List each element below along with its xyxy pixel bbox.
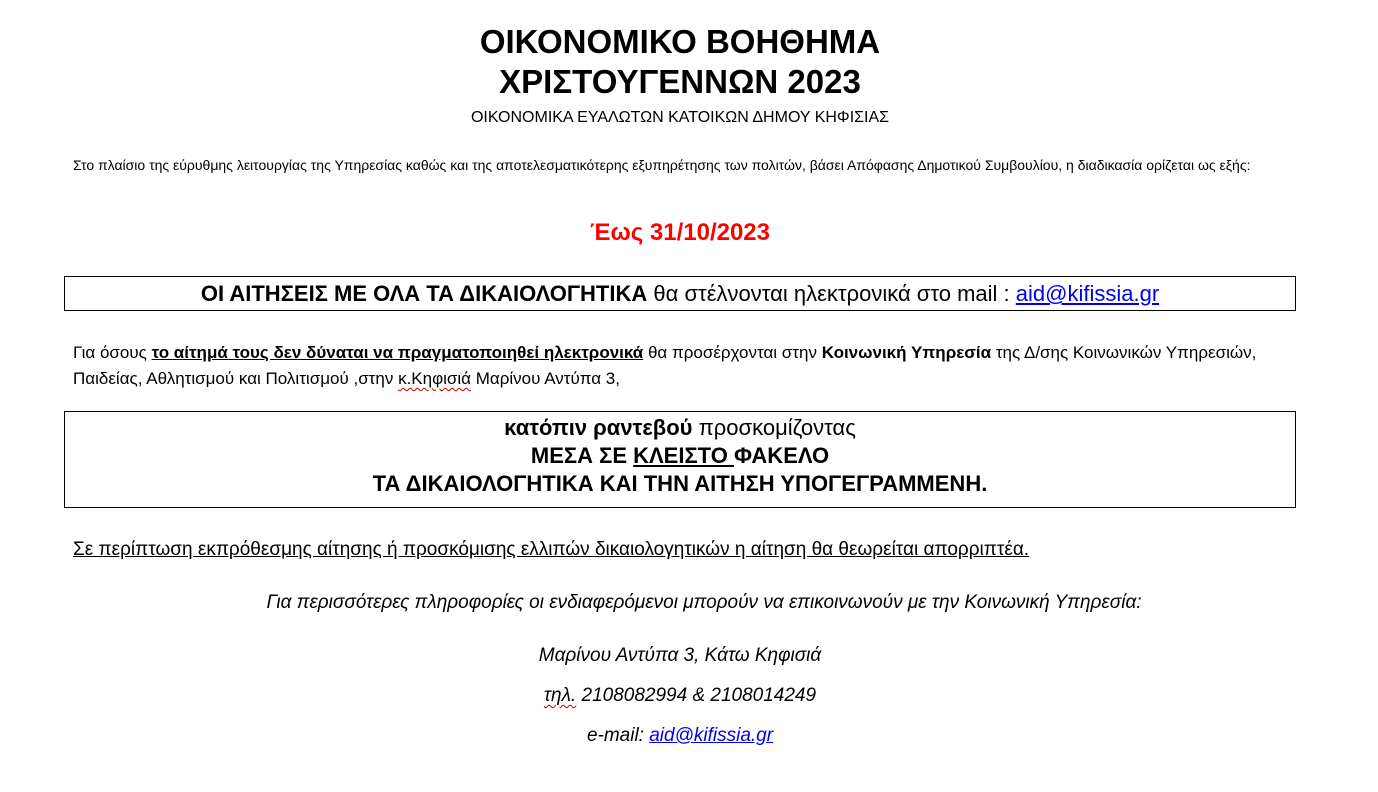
phone-numbers: 2108082994 & 2108014249	[576, 685, 817, 706]
deadline: Έως 31/10/2023	[589, 219, 770, 246]
subtitle: ΟΙΚΟΝΟΜΙΚΑ ΕΥΑΛΩΤΩΝ ΚΑΤΟΙΚΩΝ ΔΗΜΟΥ ΚΗΦΙΣΙΑΣ	[470, 109, 890, 126]
box2-line3: ΤΑ ΔΙΚΑΙΟΛΟΓΗΤΙΚΑ ΚΑΙ ΤΗΝ ΑΙΤΗΣΗ ΥΠΟΓΕΓΡΑΜΜΕΝΗ.	[372, 471, 988, 496]
para2-underlined-bold: το αίτημά τους δεν δύναται να πραγματοποιηθεί ηλεκτρονικά	[151, 343, 644, 362]
box1-bold-text: ΟΙ ΑΙΤΗΣΕΙΣ ΜΕ ΟΛΑ ΤΑ ΔΙΚΑΙΟΛΟΓΗΤΙΚΑ	[200, 281, 648, 306]
box2-line1-bold: κατόπιν ραντεβού	[504, 415, 693, 440]
para2-abbrev: κ.Κηφισιά	[398, 369, 471, 388]
para2-text3: της Δ/σης Κοινωνικών Υπηρεσιών, Παιδείας, Αθλητισμού και Πολιτισμού ,στην	[73, 343, 1257, 388]
box2-line1-text: προσκομίζοντας	[692, 415, 856, 440]
email-submission-box	[64, 276, 1296, 311]
in-person-paragraph	[73, 340, 1303, 392]
para2-text2: θα προσέρχονται στην	[643, 343, 822, 362]
box2-line1	[65, 414, 1295, 442]
intro-paragraph: Στο πλαίσιο της εύρυθμης λειτουργίας της Υπηρεσίας καθώς και της αποτελεσματικότερης εξυπηρέτησης των πολιτών, βάσει Απόφασης Δημοτικού Συμβουλίου, η διαδικασία ορίζεται ως εξής:	[73, 157, 1251, 173]
title-line-2: ΧΡΙΣΤΟΥΓΕΝΝΩΝ 2023	[499, 63, 861, 100]
contact-phone	[0, 683, 1360, 709]
contact-email	[0, 723, 1360, 749]
para2-text1: Για όσους	[73, 343, 152, 362]
para2-bold: Κοινωνική Υπηρεσία	[821, 343, 992, 362]
contact-email-link[interactable]: aid@kifissia.gr	[649, 725, 774, 746]
box2-line2	[65, 442, 1295, 470]
email-label: e-mail:	[586, 725, 650, 746]
sealed-envelope-box	[64, 411, 1296, 508]
title-line-1: ΟΙΚΟΝΟΜΙΚΟ ΒΟΗΘΗΜΑ	[479, 23, 881, 60]
box2-line2-underlined: ΚΛΕΙΣΤΟ	[633, 443, 734, 468]
box2-line2-after: ΦΑΚΕΛΟ	[733, 443, 830, 468]
warning-text: Σε περίπτωση εκπρόθεσμης αίτησης ή προσκόμισης ελλιπών δικαιολογητικών η αίτηση θα θεωρείται απορριπτέα.	[73, 539, 1030, 560]
more-info-text: Για περισσότερες πληροφορίες οι ενδιαφερόμενοι μπορούν να επικοινωνούν με την Κοινωνική Υπηρεσία:	[266, 592, 1142, 613]
phone-label: τηλ.	[543, 685, 577, 706]
email-link[interactable]: aid@kifissia.gr	[1015, 281, 1160, 306]
box1-text: θα στέλνονται ηλεκτρονικά στο mail :	[647, 281, 1016, 306]
contact-address: Μαρίνου Αντύπα 3, Κάτω Κηφισιά	[538, 645, 822, 666]
para2-text4: Μαρίνου Αντύπα 3,	[471, 369, 620, 388]
box2-line2-before: ΜΕΣΑ ΣΕ	[530, 443, 634, 468]
